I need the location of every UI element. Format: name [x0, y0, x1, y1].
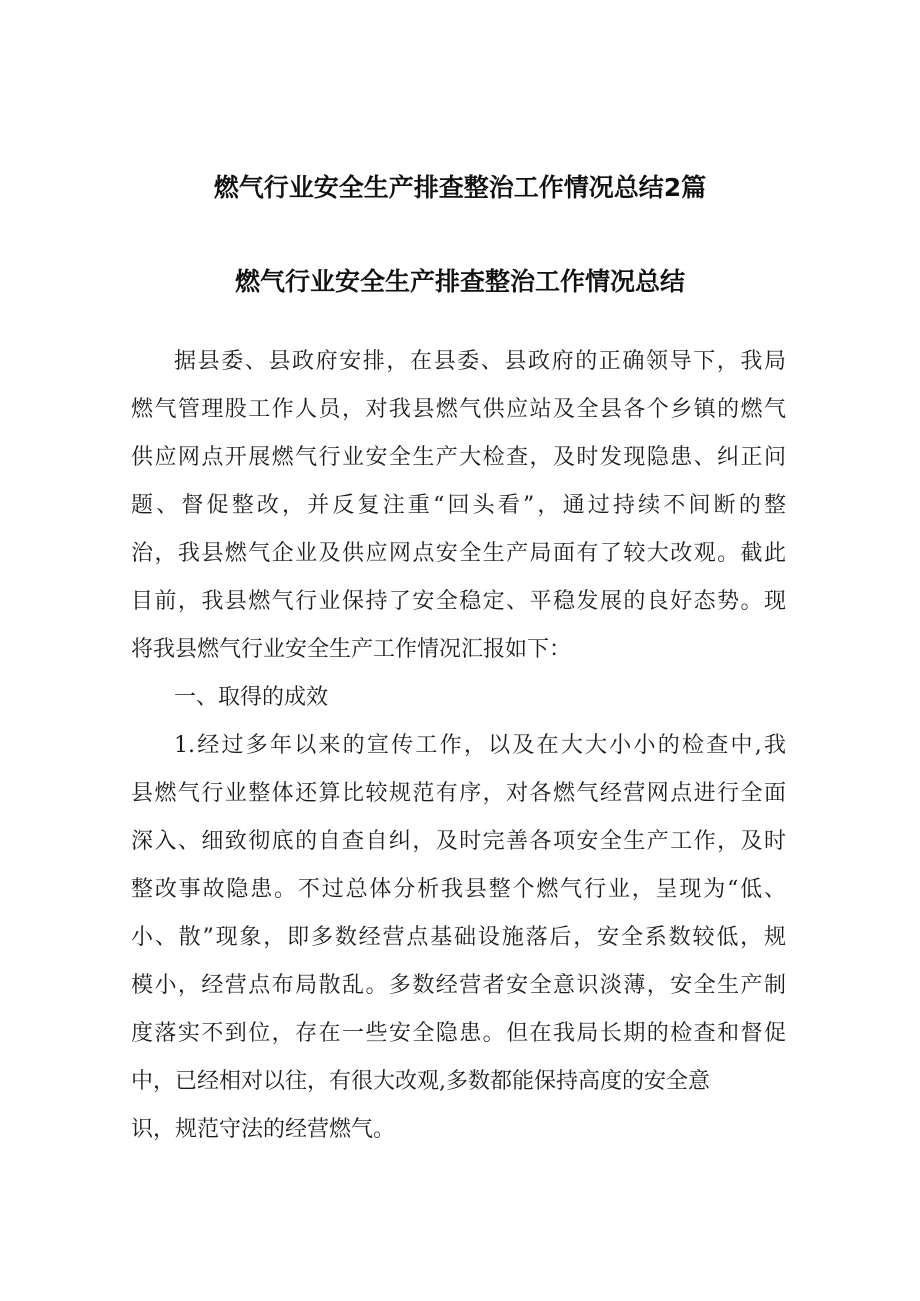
paragraph-line: 深入、细致彻底的自查自纠，及时完善各项安全生产工作，及时 [131, 829, 786, 854]
paragraph-line: 治，我县燃气企业及供应网点安全生产局面有了较大改观。截此 [131, 541, 786, 566]
paragraph-line: 中，已经相对以往，有很大改观,多数都能保持高度的安全意 [131, 1069, 710, 1094]
section-heading: 一、取得的成效 [174, 685, 329, 710]
paragraph-line: 将我县燃气行业安全生产工作情况汇报如下： [131, 637, 572, 662]
document-title: 燃气行业安全生产排查整治工作情况总结2篇 [213, 173, 707, 202]
paragraph-line: 1.经过多年以来的宣传工作，以及在大大小小的检查中,我 [174, 733, 786, 758]
paragraph-line: 模小，经营点布局散乱。多数经营者安全意识淡薄，安全生产制 [131, 973, 786, 998]
paragraph-line: 识，规范守法的经营燃气。 [131, 1117, 396, 1142]
document-subtitle: 燃气行业安全生产排查整治工作情况总结 [234, 267, 685, 296]
paragraph-line: 据县委、县政府安排，在县委、县政府的正确领导下，我局 [174, 349, 786, 374]
paragraph-line: 燃气管理股工作人员，对我县燃气供应站及全县各个乡镇的燃气 [131, 397, 786, 422]
paragraph-line: 目前，我县燃气行业保持了安全稳定、平稳发展的良好态势。现 [131, 589, 786, 614]
paragraph-line: 度落实不到位，存在一些安全隐患。但在我局长期的检查和督促 [131, 1021, 786, 1046]
paragraph-line: 题、督促整改，并反复注重“回头看”，通过持续不间断的整 [131, 493, 786, 518]
paragraph-line: 小、散”现象，即多数经营点基础设施落后，安全系数较低，规 [131, 925, 786, 950]
paragraph-line: 供应网点开展燃气行业安全生产大检查，及时发现隐患、纠正问 [131, 445, 786, 470]
paragraph-line: 整改事故隐患。不过总体分析我县整个燃气行业，呈现为“低、 [131, 877, 786, 902]
paragraph-line: 县燃气行业整体还算比较规范有序，对各燃气经营网点进行全面 [131, 781, 786, 806]
